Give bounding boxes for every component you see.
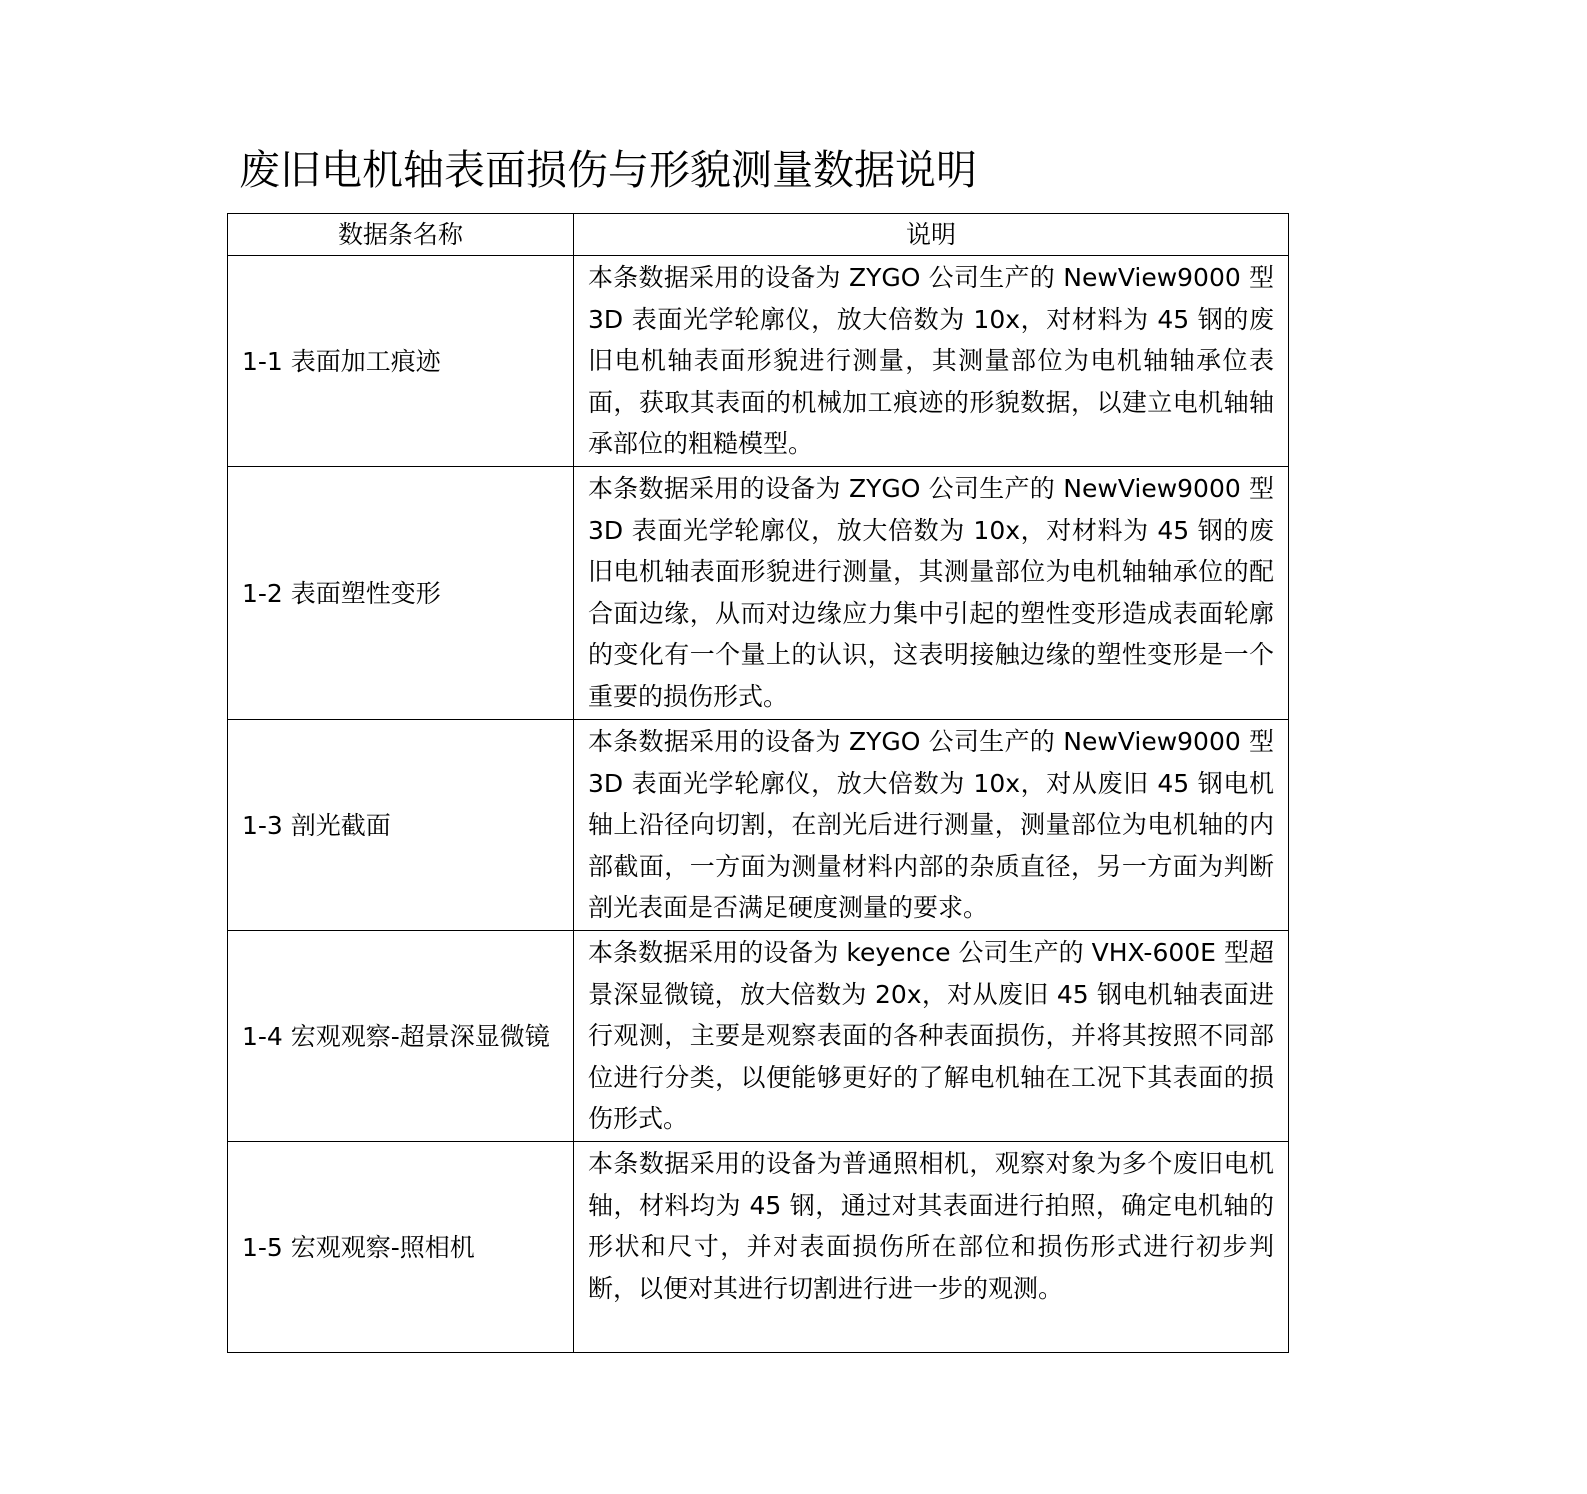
table-header-row [228,214,1289,256]
table-row [228,720,1289,931]
data-item-name: 1-3 剖光截面 [228,720,574,931]
data-item-description: 本条数据采用的设备为 keyence 公司生产的 VHX-600E 型超景深显微镜，放大倍数为 20x，对从废旧 45 钢电机轴表面进行观测，主要是观察表面的各种表面损伤，并将其按照不同部位进行分类，以便能够更好的了解电机轴在工况下其表面的损伤形式。 [574,931,1289,1142]
column-header-description: 说明 [574,214,1289,256]
column-header-name: 数据条名称 [228,214,574,256]
table-row [228,931,1289,1142]
data-item-name: 1-4 宏观观察-超景深显微镜 [228,931,574,1142]
data-item-description: 本条数据采用的设备为 ZYGO 公司生产的 NewView9000 型 3D 表面光学轮廓仪，放大倍数为 10x，对从废旧 45 钢电机轴上沿径向切割，在剖光后进行测量，测量部位为电机轴的内部截面，一方面为测量材料内部的杂质直径，另一方面为判断剖光表面是否满足硬度测量的要求。 [574,720,1289,931]
table-row [228,1142,1289,1353]
data-item-description: 本条数据采用的设备为 ZYGO 公司生产的 NewView9000 型 3D 表面光学轮廓仪，放大倍数为 10x，对材料为 45 钢的废旧电机轴表面形貌进行测量，其测量部位为电机轴轴承位的配合面边缘，从而对边缘应力集中引起的塑性变形造成表面轮廓的变化有一个量上的认识，这表明接触边缘的塑性变形是一个重要的损伤形式。 [574,467,1289,720]
data-item-name: 1-2 表面塑性变形 [228,467,574,720]
document-title: 废旧电机轴表面损伤与形貌测量数据说明 [239,146,977,194]
data-item-description: 本条数据采用的设备为 ZYGO 公司生产的 NewView9000 型 3D 表面光学轮廓仪，放大倍数为 10x，对材料为 45 钢的废旧电机轴表面形貌进行测量，其测量部位为电机轴轴承位表面，获取其表面的机械加工痕迹的形貌数据，以建立电机轴轴承部位的粗糙模型。 [574,256,1289,467]
table-row [228,256,1289,467]
data-item-name: 1-1 表面加工痕迹 [228,256,574,467]
table-row [228,467,1289,720]
data-description-table [227,213,1289,1353]
data-item-description: 本条数据采用的设备为普通照相机，观察对象为多个废旧电机轴，材料均为 45 钢，通过对其表面进行拍照，确定电机轴的形状和尺寸，并对表面损伤所在部位和损伤形式进行初步判断，以便对其进行切割进行进一步的观测。 [574,1142,1289,1353]
data-item-name: 1-5 宏观观察-照相机 [228,1142,574,1353]
